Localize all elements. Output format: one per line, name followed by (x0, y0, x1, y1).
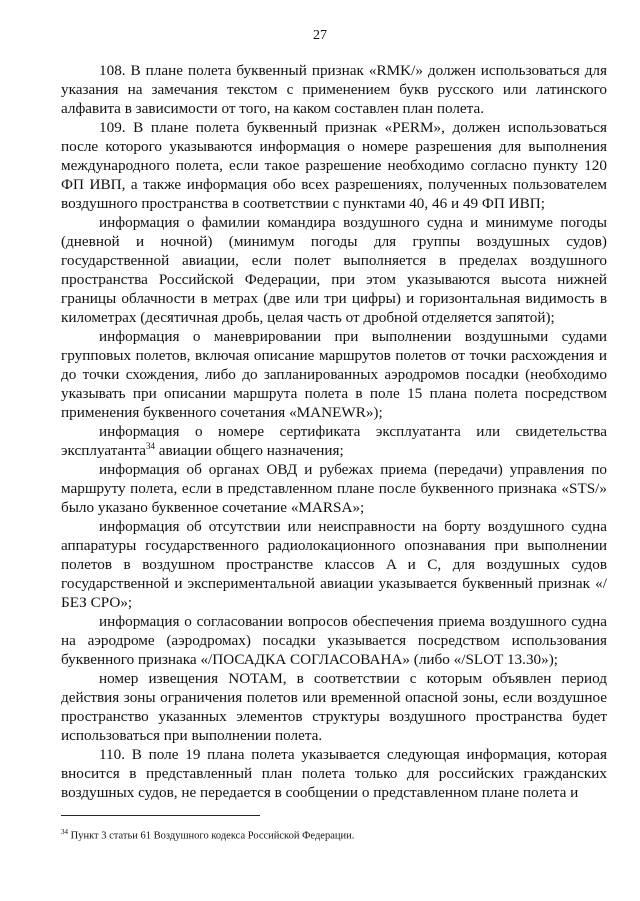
footnote-divider (61, 815, 260, 816)
paragraph-group-flight-info: информация о маневрировании при выполнении воздушными судами групповых полетов, включая описание маршрутов полетов от точки расхождения и до точки схождения, либо до запланированных аэродромов посадки (необходимо указывать при описании маршрута полета в поле 15 плана полета посредством применения буквенного сочетания «MANEWR»); (61, 328, 607, 421)
paragraph-notam: номер извещения NOTAM, в соответствии с которым объявлен период действия зоны ограничения полетов или временной опасной зоны, если воздушное пространство указанных элементов структуры воздушного пространства будет использоваться при выполнении полета. (61, 670, 607, 744)
operator-text-after: авиации общего назначения; (154, 442, 344, 459)
paragraph-atc-units: информация об органах ОВД и рубежах приема (передачи) управления по маршруту полета, если в представленном плане после буквенного признака «STS/» было указано буквенное сочетание «MARSA»; (61, 461, 607, 516)
paragraph-108: 108. В плане полета буквенный признак «RMK/» должен использоваться для указания на замечания текстом с применением букв русского или латинского алфавита в зависимости от того, на каком составлен план полета. (61, 62, 607, 117)
paragraph-operator-certificate (61, 422, 607, 460)
paragraph-109: 109. В плане полета буквенный признак «PERM», должен использоваться после которого указываются информация о номере разрешения для выполнения международного полета, если такое разрешение необходимо согласно пункту 120 ФП ИВП, а также информация обо всех разрешениях, полученных пользователем воздушного пространства в соответствии с пунктами 40, 46 и 49 ФП ИВП; (61, 119, 607, 212)
footnote-ref-34: 34 (145, 440, 155, 451)
document-body (61, 61, 607, 802)
paragraph-landing-agreement: информация о согласовании вопросов обеспечения приема воздушного судна на аэродроме (аэродромах) посадки указывается посредством использования буквенного признака «/ПОСАДКА СОГЛАСОВАНА» (либо «/SLOT 13.30»); (61, 613, 607, 668)
operator-text-before: информация о номере сертификата эксплуатанта или свидетельства эксплуатанта (61, 423, 607, 459)
paragraph-radar-equipment: информация об отсутствии или неисправности на борту воздушного судна аппаратуры государственного радиолокационного опознавания при выполнении полетов в воздушном пространстве классов A и C, для воздушных судов государственной и экспериментальной авиации указывается буквенный признак «/БЕЗ СРО»; (61, 518, 607, 611)
paragraph-commander-info: информация о фамилии командира воздушного судна и минимуме погоды (дневной и ночной) (минимум погоды для группы воздушных судов) государственной авиации, если полет выполняется в пределах воздушного пространства Российской Федерации, при этом указываются высота нижней границы облачности в метрах (две или три цифры) и горизонтальная видимость в километрах (десятичная дробь, целая часть от дробной отделяется запятой); (61, 214, 607, 326)
paragraph-110: 110. В поле 19 плана полета указывается следующая информация, которая вносится в представленный план полета только для российских гражданских воздушных судов, не передается в сообщении о представленном плане полета и (61, 746, 607, 801)
footnote-34 (61, 826, 607, 843)
footnote-number: 34 (61, 828, 68, 836)
footnote-text: Пункт 3 статьи 61 Воздушного кодекса Российской Федерации. (68, 830, 355, 842)
page-number: 27 (313, 28, 327, 43)
